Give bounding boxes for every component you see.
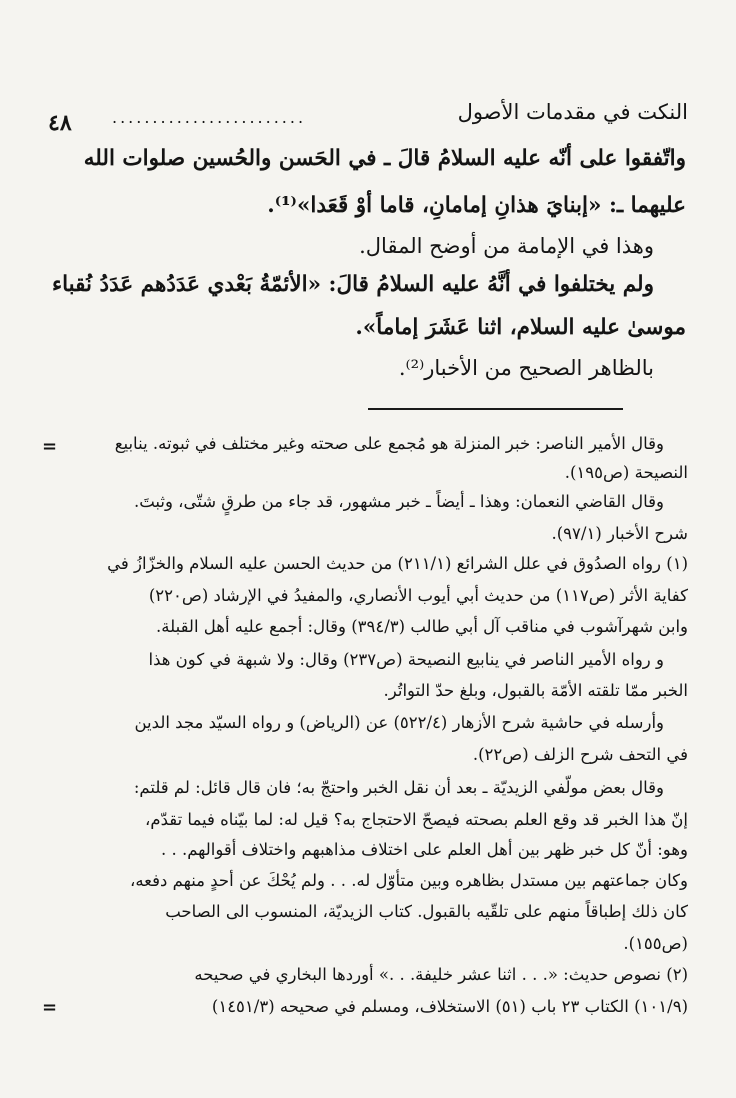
continuation-mark-top: = [42, 436, 58, 457]
footnote-line: (١٠١/٩) الكتاب ٢٣ باب (٥١) الاستخلاف، ومسلم في صحيحه (١٤٥١/٣) [211, 997, 688, 1016]
footnote-line: وابن شهرآشوب في مناقب آل أبي طالب (٣٩٤/٣) وقال: أجمع عليه أهل القبلة. [156, 617, 688, 636]
footnote-line: كان ذلك إطباقاً منهم على تلقّيه بالقبول. كتاب الزيديّة، المنسوب الى الصاحب [165, 902, 688, 921]
footnote-line: وقال الأمير الناصر: خبر المنزلة هو مُجمع على صحته وغير مختلف في ثبوته. ينابيع [114, 434, 664, 453]
footnote-line: الخبر ممّا تلقته الأمّة بالقبول، وبلغ حدّ التواتُر. [383, 681, 688, 700]
footnote-line: النصيحة (ص١٩٥). [564, 463, 688, 482]
running-title: النكت في مقدمات الأصول [457, 100, 688, 124]
footnote-line: وقال بعض مولّفي الزيديّة ـ بعد أن نقل الخبر واحتجّ به؛ فان قال قائل: لم قلتم: [133, 778, 664, 797]
footnote-line: وأرسله في حاشية شرح الأزهار (٥٢٢/٤) عن (الرياض) و رواه السيّد مجد الدين [134, 713, 664, 732]
main-text-line: بالظاهر الصحيح من الأخبار⁽²⁾. [398, 356, 654, 380]
main-text-line: ولم يختلفوا في أنَّهُ عليه السلامُ قالَ: «الأئمّةُ بَعْدي عَدَدُهم عَدَدُ نُقباء [52, 272, 654, 297]
main-text-line: عليهما ـ: «إبنايَ هذانِ إمامانِ، قاما أوْ قَعَدا»⁽¹⁾. [267, 193, 686, 218]
header-leader-dots: ........................ [112, 108, 307, 127]
footnote-line: وكان جماعتهم بين مستدل بظاهره وبين متأوّل له. . . ولم يُحْكَ عن أحدٍ منهم دفعه، [130, 871, 688, 890]
main-text-line: وهذا في الإمامة من أوضح المقال. [359, 234, 654, 258]
footnote-line: وهو: أنّ كل خبر ظهر بين أهل العلم على اختلاف مذاهبهم واختلاف أقوالهم. . . [160, 840, 688, 859]
main-text-line: موسىٰ عليه السلام، اثنا عَشَرَ إماماً». [355, 315, 686, 340]
footnote-line: إنّ هذا الخبر قد وقع العلم بصحته فيصحّ الاحتجاج به؟ قيل له: لما بيّناه فيما تقدّم، [145, 810, 688, 829]
footnote-line: وقال القاضي النعمان: وهذا ـ أيضاً ـ خبر مشهور، قد جاء من طرقٍ شتّى، وثبتَ. [133, 492, 664, 511]
footnote-separator [368, 408, 623, 410]
continuation-mark-bottom: = [42, 997, 58, 1018]
page-number: ٤٨ [48, 110, 72, 136]
footnote-line: و رواه الأمير الناصر في ينابيع النصيحة (ص٢٣٧) وقال: ولا شبهة في كون هذا [148, 650, 664, 669]
footnote-line: شرح الأخبار (٩٧/١). [551, 524, 688, 543]
footnote-line: (ص١٥٥). [623, 934, 688, 953]
footnote-line: (٢) نصوص حديث: «. . . اثنا عشر خليفة. . .» أوردها البخاري في صحيحه [194, 965, 688, 984]
footnote-line: كفاية الأثر (ص١١٧) من حديث أبي أيوب الأنصاري، والمفيدُ في الإرشاد (ص٢٢٠) [148, 586, 688, 605]
footnote-line: (١) رواه الصدُوق في علل الشرائع (٢١١/١) من حديث الحسن عليه السلام والخزّازُ في [107, 554, 688, 573]
main-text-line: واتّفقوا على أنّه عليه السلامُ قالَ ـ في الحَسن والحُسين صلوات الله [83, 146, 686, 171]
footnote-line: في التحف شرح الزلف (ص٢٢). [472, 745, 688, 764]
